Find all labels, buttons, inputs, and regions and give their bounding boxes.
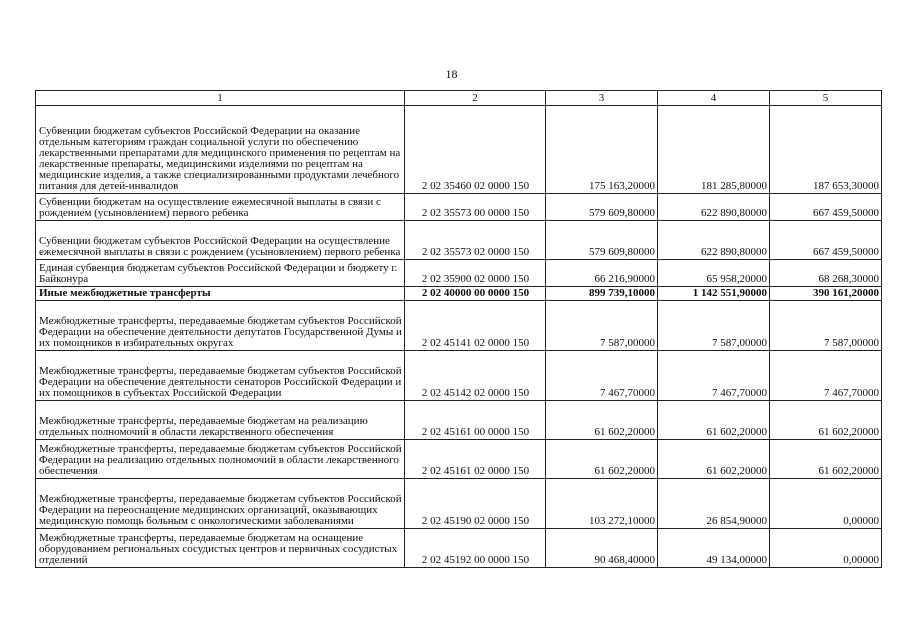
row-code: 2 02 45190 02 0000 150 <box>405 479 546 529</box>
row-value: 187 653,30000 <box>770 106 882 194</box>
row-value: 667 459,50000 <box>770 194 882 221</box>
column-header: 3 <box>546 91 658 106</box>
row-code: 2 02 45142 02 0000 150 <box>405 351 546 401</box>
row-value: 7 467,70000 <box>658 351 770 401</box>
row-value: 61 602,20000 <box>658 401 770 440</box>
column-header: 2 <box>405 91 546 106</box>
row-value: 390 161,20000 <box>770 287 882 301</box>
row-value: 61 602,20000 <box>770 440 882 479</box>
row-code: 2 02 35460 02 0000 150 <box>405 106 546 194</box>
table-row <box>36 351 882 401</box>
column-header: 4 <box>658 91 770 106</box>
row-value: 61 602,20000 <box>546 401 658 440</box>
row-value: 181 285,80000 <box>658 106 770 194</box>
row-code: 2 02 45161 00 0000 150 <box>405 401 546 440</box>
row-description: Субвенции бюджетам на осуществление ежемесячной выплаты в связи с рождением (усыновлением) первого ребенка <box>36 194 405 221</box>
row-value: 61 602,20000 <box>546 440 658 479</box>
row-code: 2 02 35900 02 0000 150 <box>405 260 546 287</box>
column-header: 1 <box>36 91 405 106</box>
row-value: 175 163,20000 <box>546 106 658 194</box>
row-description: Межбюджетные трансферты, передаваемые бюджетам на оснащение оборудованием региональных сосудистых центров и первичных сосудистых отделений <box>36 529 405 568</box>
row-code: 2 02 45192 00 0000 150 <box>405 529 546 568</box>
table-row-subtotal <box>36 287 882 301</box>
table-row <box>36 260 882 287</box>
row-description: Иные межбюджетные трансферты <box>36 287 405 301</box>
row-value: 7 587,00000 <box>658 301 770 351</box>
row-value: 7 467,70000 <box>770 351 882 401</box>
table-row <box>36 194 882 221</box>
row-description: Субвенции бюджетам субъектов Российской Федерации на оказание отдельным категориям граждан социальной услуги по обеспечению лекарственными препаратами для медицинского применения по рецептам на лекарственные препараты, медицинскими изделиями по рецептам на медицинские изделия, а также специализированными продуктами лечебного питания для детей-инвалидов <box>36 106 405 194</box>
row-value: 66 216,90000 <box>546 260 658 287</box>
row-value: 622 890,80000 <box>658 221 770 260</box>
row-value: 0,00000 <box>770 479 882 529</box>
row-description: Межбюджетные трансферты, передаваемые бюджетам субъектов Российской Федерации на обеспечение деятельности депутатов Государственной Думы и их помощников в избирательных округах <box>36 301 405 351</box>
row-value: 26 854,90000 <box>658 479 770 529</box>
table-row <box>36 440 882 479</box>
row-description: Единая субвенция бюджетам субъектов Российской Федерации и бюджету г. Байконура <box>36 260 405 287</box>
row-description: Межбюджетные трансферты, передаваемые бюджетам субъектов Российской Федерации на обеспечение деятельности сенаторов Российской Федерации и их помощников в субъектах Российской Федерации <box>36 351 405 401</box>
budget-table <box>35 90 882 568</box>
row-value: 7 587,00000 <box>546 301 658 351</box>
row-value: 579 609,80000 <box>546 194 658 221</box>
row-description: Межбюджетные трансферты, передаваемые бюджетам субъектов Российской Федерации на реализацию отдельных полномочий в области лекарственного обеспечения <box>36 440 405 479</box>
row-description: Межбюджетные трансферты, передаваемые бюджетам субъектов Российской Федерации на переоснащение медицинских организаций, оказывающих медицинскую помощь больным с онкологическими заболеваниями <box>36 479 405 529</box>
row-code: 2 02 35573 02 0000 150 <box>405 221 546 260</box>
table-row <box>36 529 882 568</box>
row-code: 2 02 35573 00 0000 150 <box>405 194 546 221</box>
row-code: 2 02 40000 00 0000 150 <box>405 287 546 301</box>
row-value: 0,00000 <box>770 529 882 568</box>
row-value: 68 268,30000 <box>770 260 882 287</box>
table-row <box>36 401 882 440</box>
row-value: 622 890,80000 <box>658 194 770 221</box>
row-description: Межбюджетные трансферты, передаваемые бюджетам на реализацию отдельных полномочий в области лекарственного обеспечения <box>36 401 405 440</box>
row-value: 7 587,00000 <box>770 301 882 351</box>
row-value: 1 142 551,90000 <box>658 287 770 301</box>
row-value: 61 602,20000 <box>658 440 770 479</box>
row-value: 667 459,50000 <box>770 221 882 260</box>
row-code: 2 02 45141 02 0000 150 <box>405 301 546 351</box>
row-value: 103 272,10000 <box>546 479 658 529</box>
row-code: 2 02 45161 02 0000 150 <box>405 440 546 479</box>
row-value: 49 134,00000 <box>658 529 770 568</box>
row-value: 899 739,10000 <box>546 287 658 301</box>
table-row <box>36 221 882 260</box>
row-value: 7 467,70000 <box>546 351 658 401</box>
table-row <box>36 106 882 194</box>
row-value: 61 602,20000 <box>770 401 882 440</box>
row-description: Субвенции бюджетам субъектов Российской Федерации на осуществление ежемесячной выплаты в связи с рождением (усыновлением) первого ребенка <box>36 221 405 260</box>
row-value: 65 958,20000 <box>658 260 770 287</box>
row-value: 579 609,80000 <box>546 221 658 260</box>
page-number: 18 <box>445 67 458 81</box>
column-header: 5 <box>770 91 882 106</box>
table-row <box>36 301 882 351</box>
row-value: 90 468,40000 <box>546 529 658 568</box>
table-row <box>36 479 882 529</box>
header-row <box>36 91 882 106</box>
